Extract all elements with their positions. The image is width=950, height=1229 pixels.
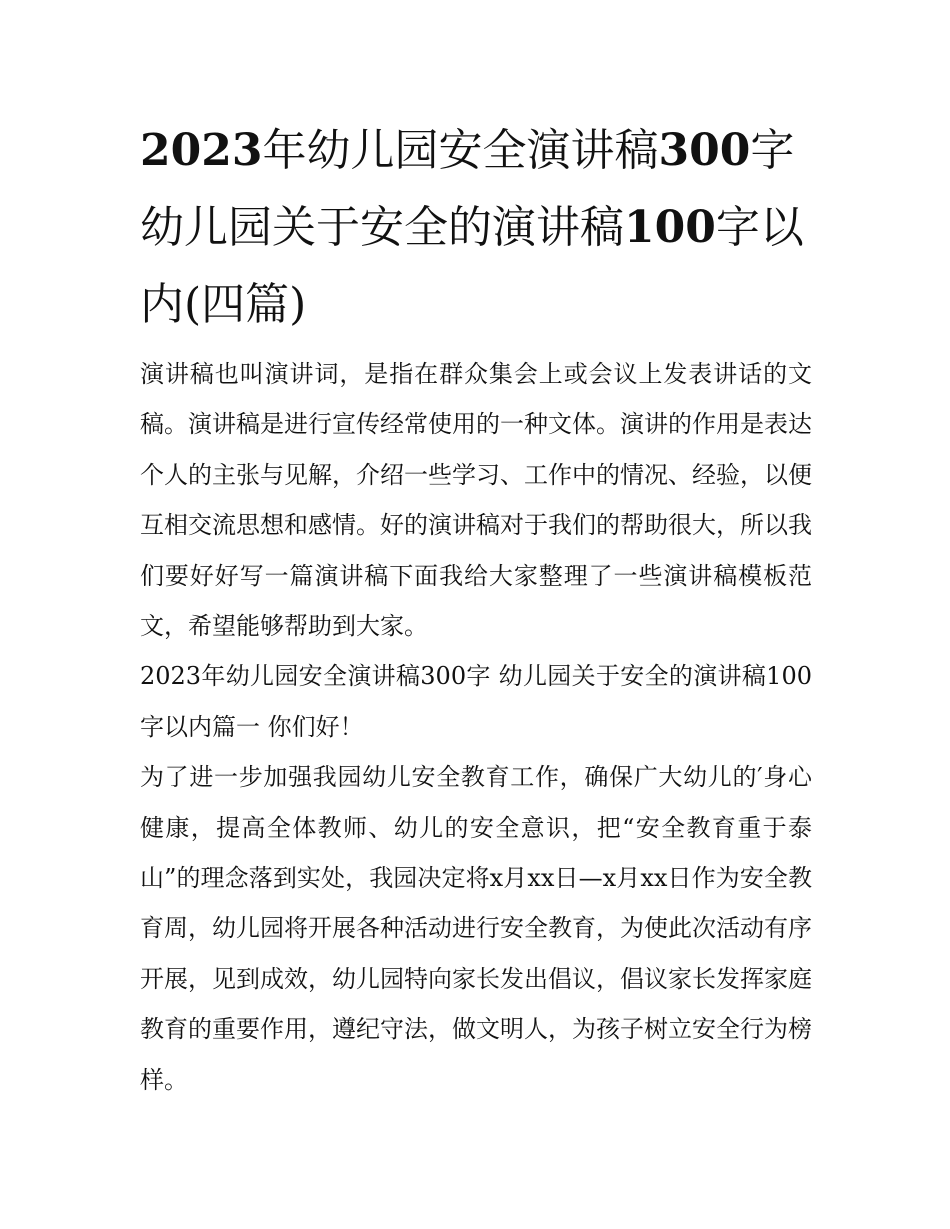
document-title	[140, 112, 812, 343]
title-number-300: 300	[658, 125, 751, 176]
section-heading-paragraph: 2023年幼儿园安全演讲稿300字 幼儿园关于安全的演讲稿100字以内篇一 你们好！	[140, 662, 812, 741]
title-text-1: 年幼儿园安全演讲稿	[262, 125, 659, 176]
title-number-100: 100	[624, 202, 716, 253]
intro-paragraph: 演讲稿也叫演讲词，是指在群众集会上或会议上发表讲话的文稿。演讲稿是进行宣传经常使用的一种文体。演讲的作用是表达个人的主张与见解，介绍一些学习、工作中的情况、经验，以便互相交流思想和感情。好的演讲稿对于我们的帮助很大，所以我们要好好写一篇演讲稿下面我给大家整理了一些演讲稿模板范文，希望能够帮助到大家。	[140, 360, 812, 641]
document-body	[140, 112, 812, 1105]
title-year: 2023	[140, 125, 263, 176]
body-paragraph: 为了进一步加强我园幼儿安全教育工作，确保广大幼儿的′身心健康，提高全体教师、幼儿的安全意识，把“安全教育重于泰山”的理念落到实处，我园决定将x月xx日—x月xx日作为安全教育周，幼儿园将开展各种活动进行安全教育，为使此次活动有序开展，见到成效，幼儿园特向家长发出倡议，倡议家长发挥家庭教育的重要作用，遵纪守法，做文明人，为孩子树立安全行为榜样。	[140, 763, 812, 1094]
title-text-3: 字以内(四篇)	[140, 202, 804, 330]
title-text-2: 字 幼儿园关于安全的演讲稿	[140, 125, 795, 253]
